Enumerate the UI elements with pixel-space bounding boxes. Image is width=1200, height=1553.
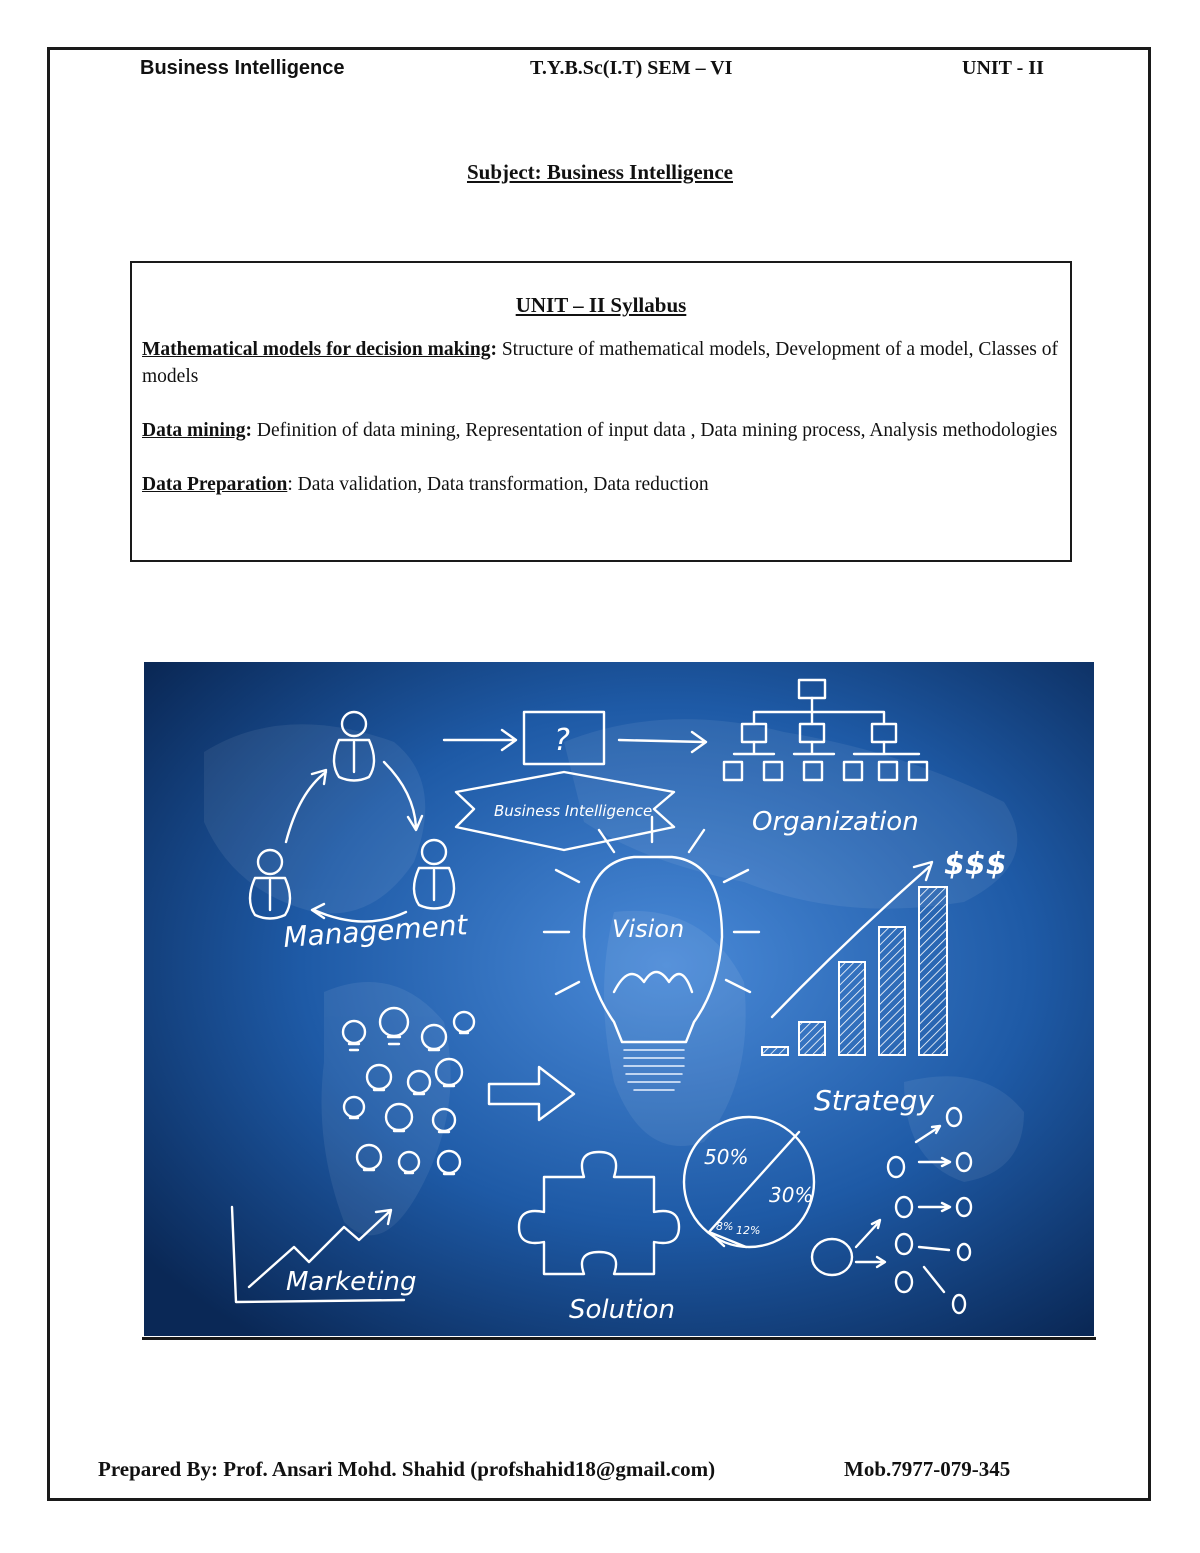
section-separator: : xyxy=(245,420,252,441)
header-course-title: Business Intelligence xyxy=(140,57,345,79)
label-vision: Vision xyxy=(612,915,685,943)
label-money: $$$ xyxy=(944,847,1007,882)
label-pie-8: 8% xyxy=(716,1220,734,1233)
label-management: Management xyxy=(282,908,469,954)
label-strategy: Strategy xyxy=(814,1084,934,1117)
syllabus-section-math-models xyxy=(142,336,1060,390)
footer-prepared-by: Prepared By: Prof. Ansari Mohd. Shahid (profshahid18@gmail.com) xyxy=(98,1457,716,1481)
section-text: Data validation, Data transformation, Data reduction xyxy=(292,474,709,495)
section-heading: Data Preparation xyxy=(142,474,288,495)
label-pie-12: 12% xyxy=(736,1224,761,1237)
footer-mobile: Mob.7977-079-345 xyxy=(844,1457,1011,1481)
header-class-semester: T.Y.B.Sc(I.T) SEM – VI xyxy=(530,57,733,79)
label-question: ? xyxy=(554,723,570,758)
section-separator: : xyxy=(287,474,293,495)
section-separator: : xyxy=(490,339,497,360)
section-heading: Mathematical models for decision making xyxy=(142,339,491,360)
section-heading: Data mining xyxy=(142,420,246,441)
subject-title: Subject: Business Intelligence xyxy=(466,160,733,184)
section-text: Structure of mathematical models, Development of a model, Classes of models xyxy=(142,339,1058,387)
label-marketing: Marketing xyxy=(286,1267,417,1297)
label-pie-50: 50% xyxy=(704,1145,749,1169)
syllabus-title: UNIT – II Syllabus xyxy=(515,293,687,317)
label-pie-30: 30% xyxy=(769,1183,814,1207)
header-unit: UNIT - II xyxy=(962,57,1044,79)
business-intelligence-illustration xyxy=(144,662,1094,1336)
syllabus-box xyxy=(130,261,1072,562)
syllabus-section-data-mining xyxy=(142,417,1060,444)
illustration-rule xyxy=(142,1337,1096,1340)
label-solution: Solution xyxy=(569,1295,675,1325)
section-text: Definition of data mining, Representation of input data , Data mining process, Analysis methodologies xyxy=(251,420,1058,441)
label-organization: Organization xyxy=(752,807,919,837)
label-business-intelligence: Business Intelligence xyxy=(494,802,653,820)
syllabus-section-data-preparation xyxy=(142,471,1060,498)
